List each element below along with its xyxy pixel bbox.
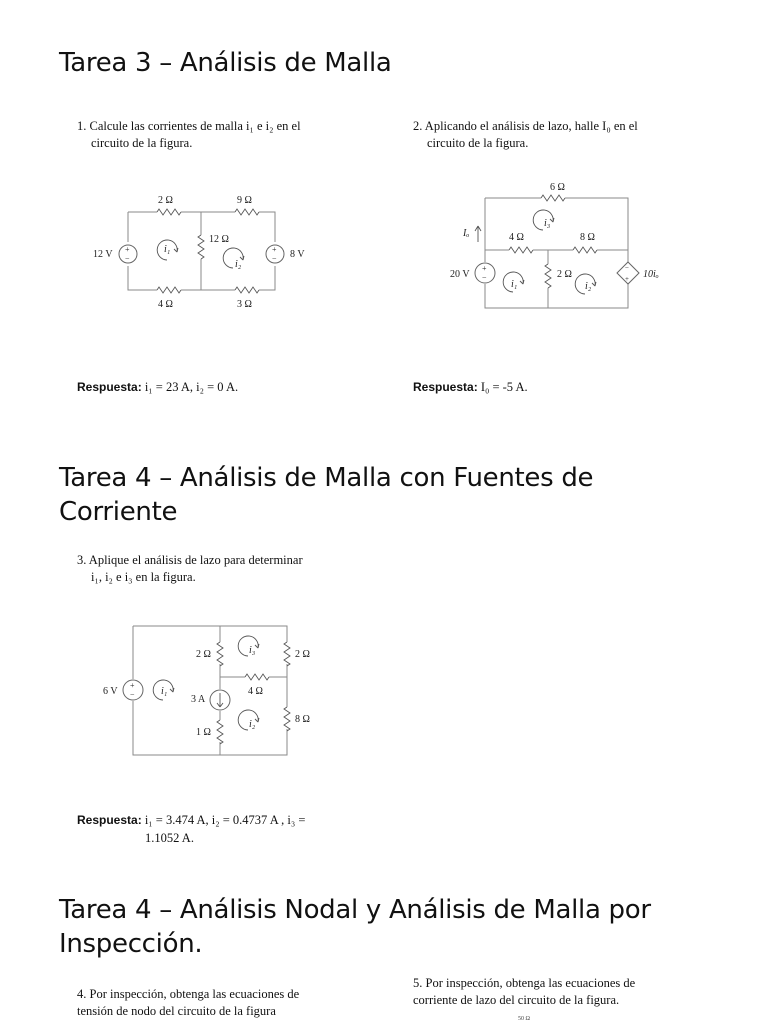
problem-3-line1: 3. Aplique el análisis de lazo para determinar [77,553,303,567]
problem-5-figure-label: 50 Ω [518,1016,530,1022]
problem-3-answer-cont: 1.1052 A. [145,831,194,845]
section-title-tarea-4b-line1: Tarea 4 – Análisis Nodal y Análisis de Malla por [59,895,651,925]
problem-1-line1: 1. Calcule las corrientes de malla i₁ e i₂ en el [77,119,301,133]
problem-2-line1: 2. Aplicando el análisis de lazo, halle I₀ en el [413,119,638,133]
dependent-source-label: 10iₒ [643,269,659,280]
section-title-tarea-4-line2: Corriente [59,497,178,527]
resistor-4ohm-label: 4 Ω [248,686,263,697]
resistor-3ohm-label: 3 Ω [237,299,252,310]
section-title-tarea-3: Tarea 3 – Análisis de Malla [59,48,392,78]
source-8v-label: 8 V [290,249,305,260]
problem-3-answer [77,813,305,828]
mesh-i2-label: i₂ [249,719,256,730]
mesh-i1-label: i₁ [511,279,518,290]
mesh-i1-label: i₁ [161,686,168,697]
problem-4-statement [77,986,299,1020]
answer-value: i₁ = 23 A, i₂ = 0 A. [144,380,239,394]
resistor-2ohm-label: 2 Ω [158,195,173,206]
resistor-1ohm-label: 1 Ω [196,727,211,738]
resistor-8ohm-label: 8 Ω [295,714,310,725]
problem-5-line1: 5. Por inspección, obtenga las ecuaciones de [413,976,636,990]
svg-text:+: + [482,264,487,273]
mesh-i1-label: i₁ [164,244,171,255]
problem-2-line2: circuito de la figura. [427,136,529,150]
problem-3-statement [77,552,303,586]
resistor-4ohm-label: 4 Ω [158,299,173,310]
problem-4-line2: tensión de nodo del circuito de la figura [77,1004,276,1018]
svg-text:−: − [482,273,487,282]
svg-text:+: + [625,275,629,283]
problem-1-line2: circuito de la figura. [91,136,193,150]
resistor-2ohm-right-label: 2 Ω [295,649,310,660]
answer-label: Respuesta: [77,380,142,394]
resistor-2ohm-label: 2 Ω [557,269,572,280]
answer-label: Respuesta: [77,813,142,827]
answer-value: i₁ = 3.474 A, i₂ = 0.4737 A , i₃ = [144,813,306,827]
resistor-8ohm-label: 8 Ω [580,232,595,243]
svg-text:−: − [272,254,277,263]
mesh-i2-label: i₂ [235,259,242,270]
svg-text:−: − [625,264,629,272]
problem-2-answer [413,380,528,395]
svg-text:+: + [130,681,135,690]
problem-5-statement [413,975,635,1009]
problem-4-line1: 4. Por inspección, obtenga las ecuaciones de [77,987,300,1001]
source-12v-label: 12 V [93,249,113,260]
section-title-tarea-4-line1: Tarea 4 – Análisis de Malla con Fuentes de [59,463,594,493]
current-io-label: Iₒ [463,228,470,239]
current-source-3a-label: 3 A [191,694,206,705]
mesh-i3-label: i₃ [249,645,256,656]
section-title-tarea-4b-line2: Inspección. [59,929,203,959]
circuit-diagram-1 [85,190,315,315]
problem-2-statement [413,118,638,152]
resistor-6ohm-label: 6 Ω [550,182,565,193]
svg-text:−: − [130,690,135,699]
problem-3-line2: i₁, i₂ e i₃ en la figura. [91,570,196,584]
mesh-i3-label: i₃ [544,218,551,229]
problem-5-line2: corriente de lazo del circuito de la figura. [413,993,620,1007]
problem-1-statement [77,118,301,152]
answer-value: I₀ = -5 A. [480,380,528,394]
circuit-diagram-3 [95,620,335,765]
mesh-i2-label: i₂ [585,281,592,292]
svg-text:+: + [272,245,277,254]
problem-1-answer [77,380,238,395]
resistor-12ohm-label: 12 Ω [209,234,229,245]
answer-label: Respuesta: [413,380,478,394]
resistor-2ohm-mid-label: 2 Ω [196,649,211,660]
svg-text:+: + [125,245,130,254]
svg-text:−: − [125,254,130,263]
source-6v-label: 6 V [103,686,118,697]
source-20v-label: 20 V [450,269,470,280]
resistor-4ohm-label: 4 Ω [509,232,524,243]
resistor-9ohm-label: 9 Ω [237,195,252,206]
circuit-diagram-2 [445,178,685,313]
